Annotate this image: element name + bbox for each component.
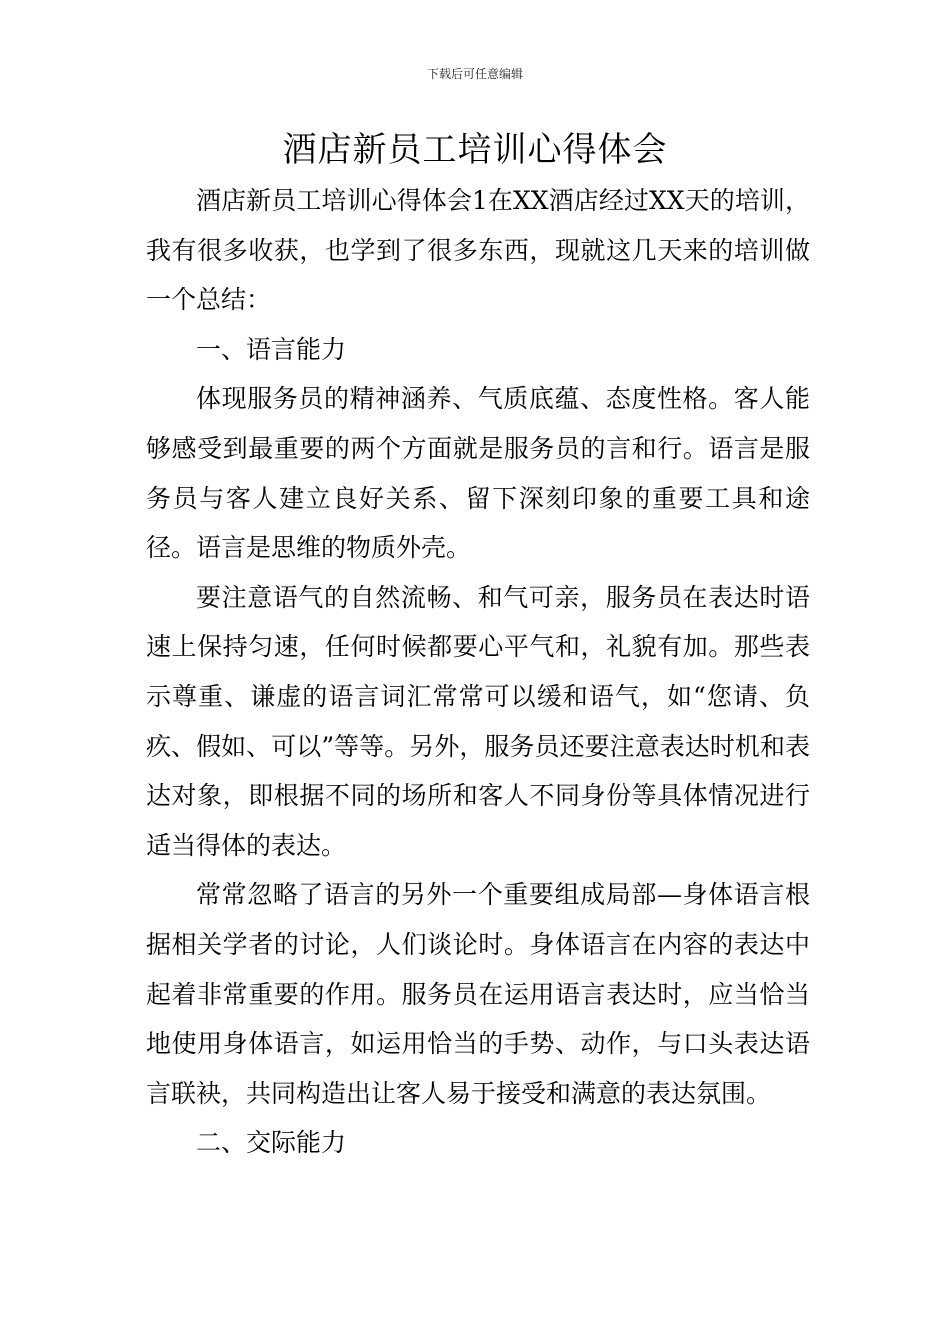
paragraph-language-3: 常常忽略了语言的另外一个重要组成局部—身体语言根据相关学者的讨论，人们谈论时。身体语言在内容的表达中起着非常重要的作用。服务员在运用语言表达时，应当恰当地使用身体语言，如运用恰当的手势、动作，与口头表达语言联袂，共同构造出让客人易于接受和满意的表达氛围。 [146,880,810,1108]
paragraph-intro: 酒店新员工培训心得体会1在XX酒店经过XX天的培训，我有很多收获，也学到了很多东西，现就这几天来的培训做一个总结： [146,186,810,315]
paragraph-language-2: 要注意语气的自然流畅、和气可亲，服务员在表达时语速上保持匀速，任何时候都要心平气和，礼貌有加。那些表示尊重、谦虚的语言词汇常常可以缓和语气，如“您请、负疚、假如、可以”等等。另外，服务员还要注意表达时机和表达对象，即根据不同的场所和客人不同身份等具体情况进行适当得体的表达。 [146,582,810,860]
section-heading-communication: 二、交际能力 [196,1128,347,1158]
document-body [146,176,810,1168]
document-title: 酒店新员工培训心得体会 [282,130,668,170]
paragraph-language-1: 体现服务员的精神涵养、气质底蕴、态度性格。客人能够感受到最重要的两个方面就是服务员的言和行。语言是服务员与客人建立良好关系、留下深刻印象的重要工具和途径。语言是思维的物质外壳。 [146,384,810,563]
header-note: 下载后可任意编辑 [426,67,523,81]
section-heading-language: 一、语言能力 [196,334,347,364]
